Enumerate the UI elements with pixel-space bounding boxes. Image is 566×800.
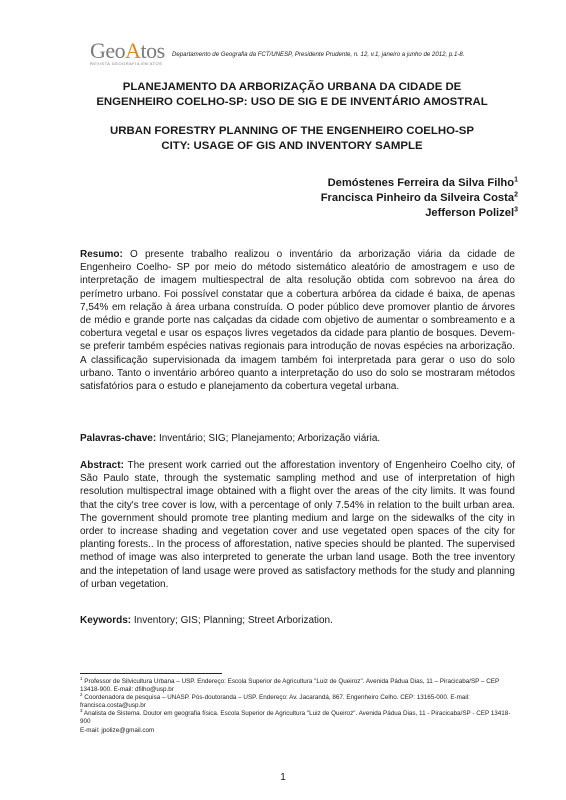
page-number: 1 [280, 772, 286, 783]
keywords-paragraph [80, 614, 515, 627]
abstract-text: The present work carried out the afforestation inventory of Engenheiro Coelho city, of São Paulo state, through the systematic sampling method and use of interpretation of high resolution multispectral image obtained with a flight over the areas of the city limits. It was found that the city's tree cover is low, with a percentage of only 7.54% in relation to the built urban area. The government should promote tree planting medium and large on the sidewalks of the city in order to increase shading and vegetation cover and use vegetated open spaces of the city for planting forests.. In the process of afforestation, native species should be planted. The supervised method of image was also interpreted to generate the urban land usage. Both the tree inventory and the intepetation of land usage were proved as satisfactory methods for the study and planning of urban vegetation. [80, 460, 515, 590]
footnote-1: $^1$ Professor de Silvicultura Urbana – USP. Endereço: Escola Superior de Agricultura "Luiz de Queiroz". Avenida Pádua Dias, 11 – Piracicaba/SP – CEP 13418-900. E-mail: dfilho@usp.br [80, 675, 500, 694]
resumo-text: O presente trabalho realizou o inventário da arborização viária da cidade de Engenheiro Coelho- SP por meio do método sistemático aleatório de amostragem e uso de interpretação de imagem multiespectral de alta resolução obtida com sobrevoo na área do perímetro urbano. Foi possível constatar que a cobertura arbórea da cidade é baixa, de apenas 7,54% em relação à área urbana construída. O poder público deve promover plantio de árvores de médio e grande porte nas calçadas da cidade com objetivo de aumentar o sombreamento e a cobertura vegetal e usar os espaços livres vegetados da cidade para plantio de bosques. Devem-se preferir também espécies nativas regionais para introdução de novas espécies na arborização. A classificação supervisionada da imagem também foi interpretada para gerar o uso do solo urbano. Tanto o inventário arbóreo quanto a interpretação do uso do solo se mostraram métodos satisfatórios para o estudo e planejamento da cobertura vegetal urbana. [80, 249, 515, 393]
palavras-chave-label: Palavras-chave: [80, 433, 157, 444]
keywords-text: Inventory; GIS; Planning; Street Arborization. [133, 615, 333, 626]
abstract-label: Abstract: [80, 460, 124, 471]
resumo-label: Resumo: [80, 249, 123, 260]
palavras-chave-text: Inventário; SIG; Planejamento; Arborização viária. [158, 433, 381, 444]
keywords-label: Keywords: [80, 615, 132, 626]
footnote-2: $^2$ Coordenadora de pesquisa – UNASP. Pós-doutoranda – USP. Endereço: Av. Jacarandá, 867. Engenheiro Celho. CEP: 13165-000. E-mail: francisca.costa@usp.br [80, 692, 470, 710]
abstract-paragraph [80, 459, 515, 591]
author-2: Francisca Pinheiro da Silveira Costa$^2$ [320, 191, 518, 204]
footnote-3-email: E-mail: jpolize@gmail.com [80, 726, 155, 734]
footnote-divider [80, 673, 222, 674]
footnotes [80, 675, 515, 735]
logo-tagline: REVISTA GEOGRAFIA EM ATOS [90, 61, 163, 66]
footnote-3: $^3$ Analista de Sistema. Doutor em geografia física. Escola Superior de Agricultura "Luiz de Queiroz". Avenida Pádua Dias, 11 - Piracicaba/SP - CEP 13418-900 [80, 708, 511, 726]
journal-running-header: Departamento de Geografia da FCT/UNESP, Presidente Prudente, n. 12, v.1, janeiro a junho de 2012, p.1-8. [172, 51, 465, 58]
logo-wordmark: GeoAtos [90, 38, 165, 63]
resumo-paragraph [80, 248, 515, 393]
title-portuguese: PLANEJAMENTO DA ARBORIZAÇÃO URBANA DA CIDADE DE ENGENHEIRO COELHO-SP: USO DE SIG E DE INVENTÁRIO AMOSTRAL [96, 81, 488, 108]
journal-logo [90, 40, 170, 66]
title-english: URBAN FORESTRY PLANNING OF THE ENGENHEIRO COELHO-SP CITY: USAGE OF GIS AND INVENTORY SAMPLE [110, 125, 474, 152]
author-1: Demóstenes Ferreira da Silva Filho$^1$ [327, 176, 518, 189]
author-list [321, 176, 518, 221]
palavras-chave-paragraph [80, 432, 515, 445]
author-3: Jefferson Polizel$^3$ [425, 206, 518, 219]
